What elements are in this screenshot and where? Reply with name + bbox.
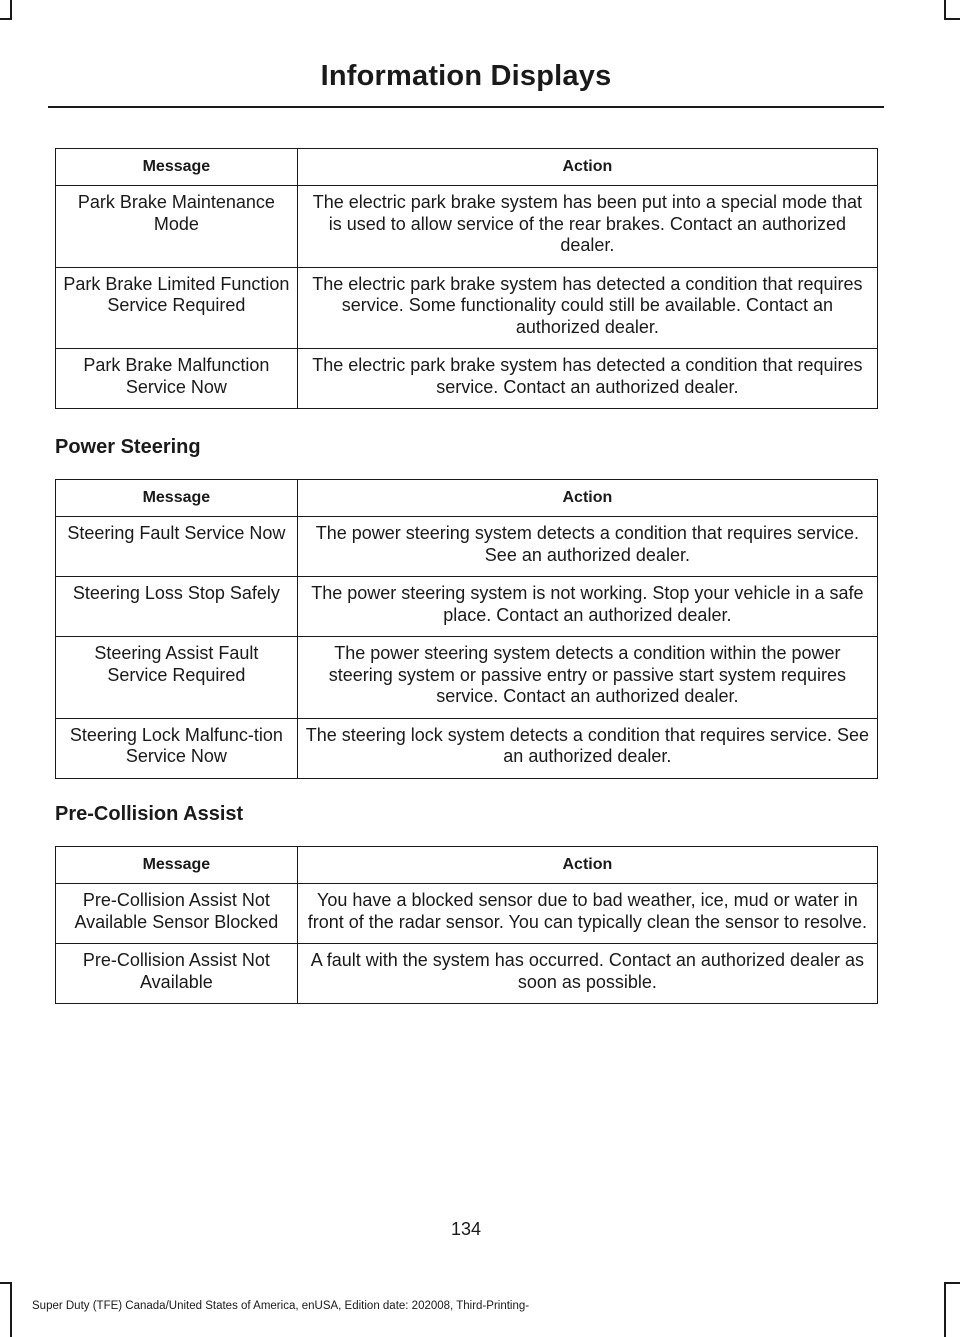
section-heading-pre-collision-assist: Pre-Collision Assist <box>55 803 244 825</box>
page-number: 134 <box>450 1219 482 1239</box>
table-header-row <box>56 480 878 517</box>
table-header-row <box>56 149 878 186</box>
message-cell: Steering Loss Stop Safely <box>56 577 298 637</box>
crop-mark-bottom-left <box>10 1282 12 1337</box>
action-cell: The power steering system detects a condition within the power steering system or passive entry or passive start system requires service. Contact an authorized dealer. <box>297 637 877 719</box>
table-row <box>56 517 878 577</box>
crop-mark-top-right <box>944 0 946 20</box>
message-cell: Pre-Collision Assist Not Available <box>56 944 298 1004</box>
table-header-row <box>56 847 878 884</box>
section-heading-power-steering: Power Steering <box>55 436 201 458</box>
table-row <box>56 186 878 268</box>
crop-mark-bottom-right <box>944 1282 946 1337</box>
crop-mark-bottom-left <box>0 1282 12 1284</box>
action-cell: The electric park brake system has detected a condition that requires service. Contact an authorized dealer. <box>297 349 877 409</box>
park-brake-table <box>55 148 878 409</box>
action-cell: The power steering system is not working. Stop your vehicle in a safe place. Contact an authorized dealer. <box>297 577 877 637</box>
crop-mark-bottom-right <box>944 1282 960 1284</box>
action-cell: The electric park brake system has detected a condition that requires service. Some functionality could still be available. Contact an authorized dealer. <box>297 267 877 349</box>
table-row <box>56 577 878 637</box>
header-rule <box>48 106 884 108</box>
table-row <box>56 349 878 409</box>
message-cell: Park Brake Malfunction Service Now <box>56 349 298 409</box>
column-header-message: Message <box>56 847 298 884</box>
message-cell: Steering Fault Service Now <box>56 517 298 577</box>
page-header <box>48 60 884 93</box>
message-cell: Pre-Collision Assist Not Available Sensor Blocked <box>56 884 298 944</box>
column-header-action: Action <box>297 149 877 186</box>
column-header-action: Action <box>297 480 877 517</box>
message-cell: Steering Assist Fault Service Required <box>56 637 298 719</box>
table-row <box>56 267 878 349</box>
column-header-message: Message <box>56 480 298 517</box>
crop-mark-top-right <box>944 18 960 20</box>
table-row <box>56 718 878 778</box>
message-cell: Park Brake Limited Function Service Required <box>56 267 298 349</box>
crop-mark-top-left <box>10 0 12 20</box>
table-row <box>56 637 878 719</box>
table-row <box>56 884 878 944</box>
action-cell: A fault with the system has occurred. Contact an authorized dealer as soon as possible. <box>297 944 877 1004</box>
action-cell: The electric park brake system has been put into a special mode that is used to allow service of the rear brakes. Contact an authorized dealer. <box>297 186 877 268</box>
table-row <box>56 944 878 1004</box>
action-cell: The steering lock system detects a condition that requires service. See an authorized dealer. <box>297 718 877 778</box>
column-header-message: Message <box>56 149 298 186</box>
crop-mark-top-left <box>0 18 12 20</box>
power-steering-table <box>55 479 878 779</box>
message-cell: Steering Lock Malfunc-tion Service Now <box>56 718 298 778</box>
message-cell: Park Brake Maintenance Mode <box>56 186 298 268</box>
action-cell: The power steering system detects a condition that requires service. See an authorized dealer. <box>297 517 877 577</box>
page-title: Information Displays <box>320 60 612 92</box>
pre-collision-table <box>55 846 878 1004</box>
action-cell: You have a blocked sensor due to bad weather, ice, mud or water in front of the radar sensor. You can typically clean the sensor to resolve. <box>297 884 877 944</box>
page-footer: Super Duty (TFE) Canada/United States of America, enUSA, Edition date: 202008, Third-Printing- <box>32 1300 530 1312</box>
column-header-action: Action <box>297 847 877 884</box>
